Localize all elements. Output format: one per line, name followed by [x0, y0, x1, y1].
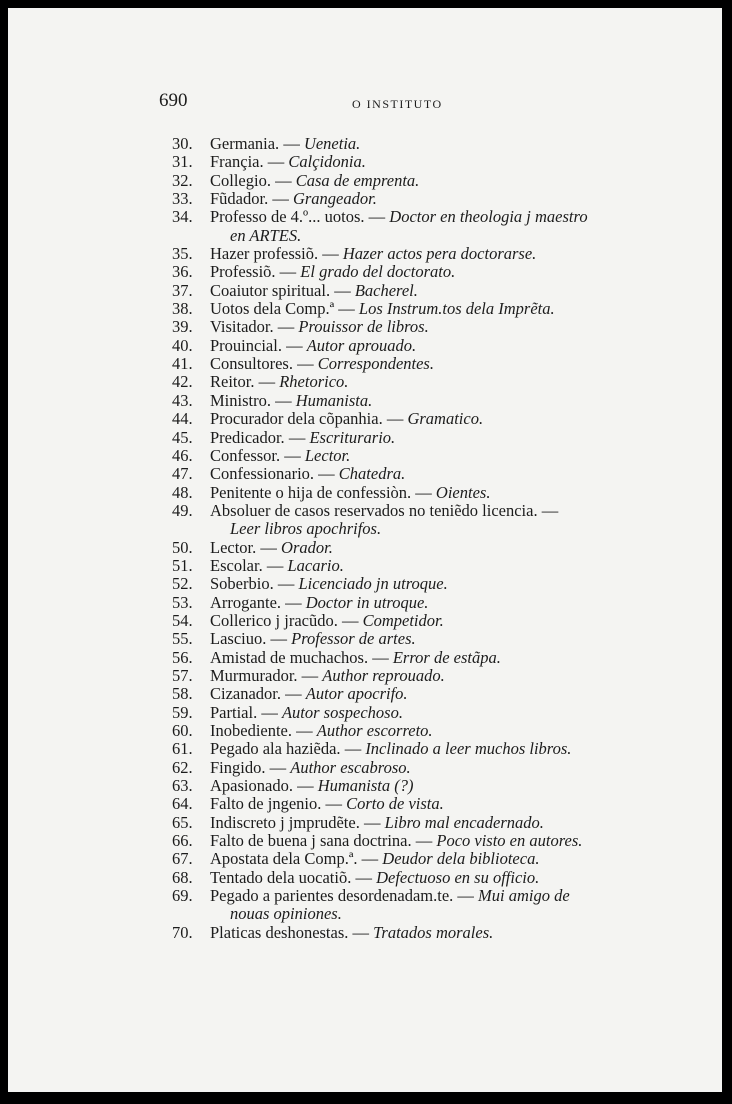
entry-dash: — [270, 170, 296, 190]
list-item [8, 740, 722, 758]
list-item [8, 153, 722, 171]
entry-translation: Author escabroso. [290, 757, 411, 777]
entry-term: Collerico j jracũdo. [210, 610, 338, 630]
entry-term: Penitente o hija de confessiòn. [210, 482, 412, 502]
entry-term: Consultores. [210, 354, 293, 374]
entry-number: 66. [172, 831, 193, 851]
entry-dash: — [273, 317, 299, 337]
list-item [8, 373, 722, 391]
entry-dash: — [279, 134, 304, 153]
entry-line [210, 392, 372, 410]
entry-translation: Casa de emprenta. [295, 170, 420, 190]
entry-number: 46. [172, 445, 193, 465]
entry-term: Escolar. [210, 555, 263, 575]
entry-translation: Bacherel. [354, 280, 418, 300]
entry-dash: — [351, 867, 377, 887]
entry-translation: Doctor en theologia j maestro [389, 207, 588, 227]
entry-translation: Rhetorico. [279, 372, 349, 392]
entry-number: 65. [172, 812, 193, 832]
entry-line [210, 795, 444, 813]
entry-line [210, 649, 501, 667]
entry-translation: Author reprouado. [322, 665, 445, 685]
entry-line [210, 355, 434, 373]
entry-term: Apasionado. [210, 776, 293, 796]
list-item [8, 722, 722, 740]
entry-line [210, 594, 428, 612]
entry-dash: — [411, 482, 436, 502]
list-item [8, 869, 722, 887]
entry-line [210, 172, 419, 190]
list-item [8, 410, 722, 428]
entry-dash: — [263, 152, 289, 172]
list-item [8, 135, 722, 153]
entry-translation: Corto de vista. [346, 794, 444, 814]
entry-translation: Competidor. [362, 610, 444, 630]
entry-number: 53. [172, 592, 193, 612]
book-page [8, 8, 722, 1092]
entry-translation: Lacario. [287, 555, 344, 575]
entry-term: Tentado dela uocatiõ. [210, 867, 352, 887]
entry-number: 40. [172, 335, 193, 355]
list-item [8, 355, 722, 373]
entry-translation: El grado del doctorato. [300, 262, 456, 282]
entry-number: 35. [172, 244, 193, 264]
entry-translation: Author escorreto. [316, 721, 433, 740]
entry-dash: — [453, 886, 479, 906]
entry-line [210, 722, 433, 740]
entry-number: 39. [172, 317, 193, 337]
entry-dash: — [330, 280, 355, 300]
entry-line [210, 850, 539, 868]
list-item [8, 612, 722, 630]
entry-number: 42. [172, 372, 193, 392]
running-head: O INSTITUTO [352, 97, 443, 111]
entry-line [210, 704, 403, 722]
entry-term: Coaiutor spiritual. [210, 280, 331, 300]
entry-term: Lasciuo. [210, 629, 267, 649]
entry-number: 43. [172, 390, 193, 410]
list-item [8, 300, 722, 318]
list-item [8, 429, 722, 447]
entry-dash: — [382, 409, 408, 429]
entry-line [210, 685, 408, 703]
entry-number: 48. [172, 482, 193, 502]
list-item [8, 465, 722, 483]
entry-line [210, 373, 348, 391]
entry-line [210, 465, 405, 483]
entry-translation: Mui amigo de [478, 886, 570, 906]
entry-translation: Orador. [281, 537, 333, 557]
entry-term: Procurador dela cõpanhia. [210, 409, 383, 429]
entry-dash: — [273, 574, 299, 594]
entry-number: 63. [172, 776, 193, 796]
entry-line [210, 777, 414, 795]
entry-term: Partial. [210, 702, 258, 722]
entry-dash: — [368, 647, 393, 667]
entry-term: Confessor. [210, 445, 281, 465]
list-item [8, 447, 722, 465]
entry-line [210, 282, 418, 300]
entry-line [210, 300, 555, 318]
list-item [8, 630, 722, 648]
entry-line [210, 557, 344, 575]
entry-dash: — [270, 390, 296, 410]
list-item [8, 282, 722, 300]
entry-translation: Lector. [304, 445, 351, 465]
entry-term: Soberbio. [210, 574, 274, 594]
entry-line [210, 208, 588, 226]
entry-number: 67. [172, 849, 193, 869]
entry-dash: — [265, 757, 291, 777]
entry-line [210, 869, 539, 887]
entry-term: Professiõ. [210, 262, 276, 282]
entry-translation: Hazer actos pera doctorarse. [342, 244, 537, 264]
entry-term: Prouincial. [210, 335, 282, 355]
list-item [8, 814, 722, 832]
entry-line [210, 263, 455, 281]
entry-dash: — [364, 207, 390, 227]
entry-line [210, 832, 582, 850]
entry-number: 59. [172, 702, 193, 722]
entry-dash: — [314, 464, 339, 484]
entry-number: 61. [172, 739, 193, 759]
entry-dash: — [292, 721, 317, 740]
list-item [8, 795, 722, 813]
entry-number: 58. [172, 684, 193, 704]
entry-line [210, 887, 570, 905]
entry-translation: Grangeador. [292, 189, 377, 209]
entry-dash: — [359, 812, 385, 832]
entry-number: 37. [172, 280, 193, 300]
entry-term: Hazer professiõ. [210, 244, 319, 264]
entry-translation: Professor de artes. [291, 629, 416, 649]
entry-translation: Libro mal encadernado. [384, 812, 544, 832]
entry-translation: Deudor dela biblioteca. [382, 849, 540, 869]
entry-term: Françia. [210, 152, 264, 172]
entry-number: 52. [172, 574, 193, 594]
entry-translation: Correspondentes. [317, 354, 434, 374]
list-item [8, 318, 722, 336]
entry-term: Collegio. [210, 170, 271, 190]
list-item [8, 759, 722, 777]
list-item [8, 704, 722, 722]
entry-dash: — [321, 794, 347, 814]
entry-term: Pegado a parientes desordenadam.te. [210, 886, 454, 906]
list-item [8, 484, 722, 502]
entry-line [210, 539, 333, 557]
entry-line [210, 429, 395, 447]
entry-number: 41. [172, 354, 193, 374]
entry-dash: — [256, 537, 282, 557]
entry-number: 69. [172, 886, 193, 906]
entry-translation: Humanista. [295, 390, 373, 410]
list-item [8, 924, 722, 942]
entry-number: 55. [172, 629, 193, 649]
entry-translation: Autor aprouado. [306, 335, 417, 355]
entry-dash: — [337, 610, 363, 630]
entry-dash: — [281, 684, 306, 704]
entry-line [210, 337, 416, 355]
list-item [8, 539, 722, 557]
list-item [8, 245, 722, 263]
entry-term: Professo de 4.º... uotos. [210, 207, 365, 227]
list-item [8, 392, 722, 410]
entry-term: Murmurador. [210, 665, 298, 685]
entry-translation: Error de estãpa. [392, 647, 501, 667]
entry-translation: Tratados morales. [373, 922, 494, 942]
entry-number: 57. [172, 665, 193, 685]
entry-line [210, 484, 490, 502]
entry-number: 68. [172, 867, 193, 887]
entry-number: 70. [172, 922, 193, 942]
entry-line [210, 630, 416, 648]
entry-line [210, 612, 444, 630]
entry-term: Uotos dela Comp.ª [210, 299, 335, 319]
entry-number: 49. [172, 500, 193, 520]
list-item [8, 667, 722, 685]
entry-translation: Uenetia. [303, 134, 361, 153]
list-item [8, 832, 722, 850]
entry-line [210, 410, 483, 428]
entry-dash: — [297, 665, 323, 685]
entry-line [210, 190, 377, 208]
entry-translation: Gramatico. [407, 409, 484, 429]
entry-term: Confessionario. [210, 464, 315, 484]
entry-dash: — [537, 500, 559, 520]
entry-line [210, 135, 360, 153]
page-number: 690 [159, 90, 188, 111]
entry-line [210, 740, 571, 758]
entry-number: 31. [172, 152, 193, 172]
entry-term: Germania. [210, 134, 280, 153]
entry-list [8, 135, 722, 942]
entry-term: Fingido. [210, 757, 266, 777]
entry-line [210, 153, 366, 171]
entry-line [210, 502, 558, 520]
entry-number: 44. [172, 409, 193, 429]
entry-term: Falto de buena j sana doctrina. [210, 831, 412, 851]
entry-number: 50. [172, 537, 193, 557]
list-item [8, 575, 722, 593]
entry-number: 54. [172, 610, 193, 630]
entry-translation: Escriturario. [309, 427, 396, 447]
entry-translation: Calçidonia. [288, 152, 366, 172]
entry-term: Arrogante. [210, 592, 282, 612]
entry-term: Absoluer de casos reservados no teniẽdo licencia. [210, 500, 538, 520]
entry-number: 36. [172, 262, 193, 282]
list-item [8, 263, 722, 281]
entry-dash: — [334, 299, 359, 319]
entry-dash: — [281, 592, 306, 612]
entry-translation: Defectuoso en su officio. [376, 867, 540, 887]
entry-line [210, 924, 493, 942]
entry-number: 60. [172, 721, 193, 740]
entry-line [210, 759, 411, 777]
entry-dash: — [254, 372, 280, 392]
entry-term: Lector. [210, 537, 257, 557]
entry-number: 34. [172, 207, 193, 227]
entry-number: 51. [172, 555, 193, 575]
entry-number: 32. [172, 170, 193, 190]
entry-number: 33. [172, 189, 193, 209]
entry-term: Indiscreto j jmprudẽte. [210, 812, 360, 832]
entry-term: Reitor. [210, 372, 255, 392]
entry-number: 56. [172, 647, 193, 667]
entry-line [210, 814, 544, 832]
entry-dash: — [348, 922, 374, 942]
entry-dash: — [262, 555, 288, 575]
entry-dash: — [280, 445, 305, 465]
entry-number: 38. [172, 299, 193, 319]
entry-term: Cizanador. [210, 684, 282, 704]
entry-line [210, 318, 429, 336]
list-item [8, 172, 722, 190]
list-item [8, 337, 722, 355]
entry-dash: — [292, 776, 318, 796]
entry-translation-continued: en ARTES. [230, 225, 302, 245]
list-item [8, 649, 722, 667]
list-item [8, 190, 722, 208]
entry-translation: Oientes. [435, 482, 491, 502]
entry-translation: Doctor in utroque. [305, 592, 429, 612]
entry-translation-continued: Leer libros apochrifos. [230, 519, 382, 539]
entry-translation: Los Instrum.tos dela Imprẽta. [358, 299, 555, 319]
entry-dash: — [411, 831, 437, 851]
entry-dash: — [281, 335, 307, 355]
entry-number: 64. [172, 794, 193, 814]
entry-term: Pegado ala haziẽda. [210, 739, 341, 759]
entry-dash: — [284, 427, 310, 447]
entry-term: Amistad de muchachos. [210, 647, 369, 667]
entry-line [210, 245, 536, 263]
entry-dash: — [266, 629, 292, 649]
entry-term: Apostata dela Comp.ª. [210, 849, 358, 869]
list-item [8, 850, 722, 868]
entry-dash: — [357, 849, 383, 869]
entry-term: Falto de jngenio. [210, 794, 322, 814]
entry-number: 62. [172, 757, 193, 777]
entry-dash: — [275, 262, 301, 282]
entry-number: 47. [172, 464, 193, 484]
list-item [8, 887, 722, 924]
entry-line [210, 575, 448, 593]
list-item [8, 685, 722, 703]
entry-line [210, 447, 350, 465]
entry-translation: Chatedra. [338, 464, 406, 484]
entry-translation: Licenciado jn utroque. [298, 574, 448, 594]
entry-dash: — [340, 739, 366, 759]
entry-translation: Poco visto en autores. [436, 831, 583, 851]
entry-number: 45. [172, 427, 193, 447]
entry-term: Visitador. [210, 317, 274, 337]
entry-dash: — [292, 354, 318, 374]
entry-translation: Prouissor de libros. [298, 317, 429, 337]
entry-term: Predicador. [210, 427, 285, 447]
entry-term: Ministro. [210, 390, 271, 410]
entry-line [210, 667, 445, 685]
entry-translation: Autor apocrifo. [305, 684, 408, 704]
list-item [8, 594, 722, 612]
entry-term: Inobediente. [210, 721, 293, 740]
entry-number: 30. [172, 134, 193, 153]
entry-dash: — [257, 702, 282, 722]
entry-term: Platicas deshonestas. [210, 922, 349, 942]
list-item [8, 557, 722, 575]
entry-dash: — [268, 189, 293, 209]
list-item [8, 208, 722, 245]
entry-translation-continued: nouas opiniones. [230, 904, 342, 924]
entry-translation: Autor sospechoso. [281, 702, 403, 722]
entry-term: Fũdador. [210, 189, 269, 209]
list-item [8, 502, 722, 539]
list-item [8, 777, 722, 795]
entry-translation: Humanista (?) [317, 776, 414, 796]
entry-translation: Inclinado a leer muchos libros. [365, 739, 572, 759]
entry-dash: — [318, 244, 343, 264]
